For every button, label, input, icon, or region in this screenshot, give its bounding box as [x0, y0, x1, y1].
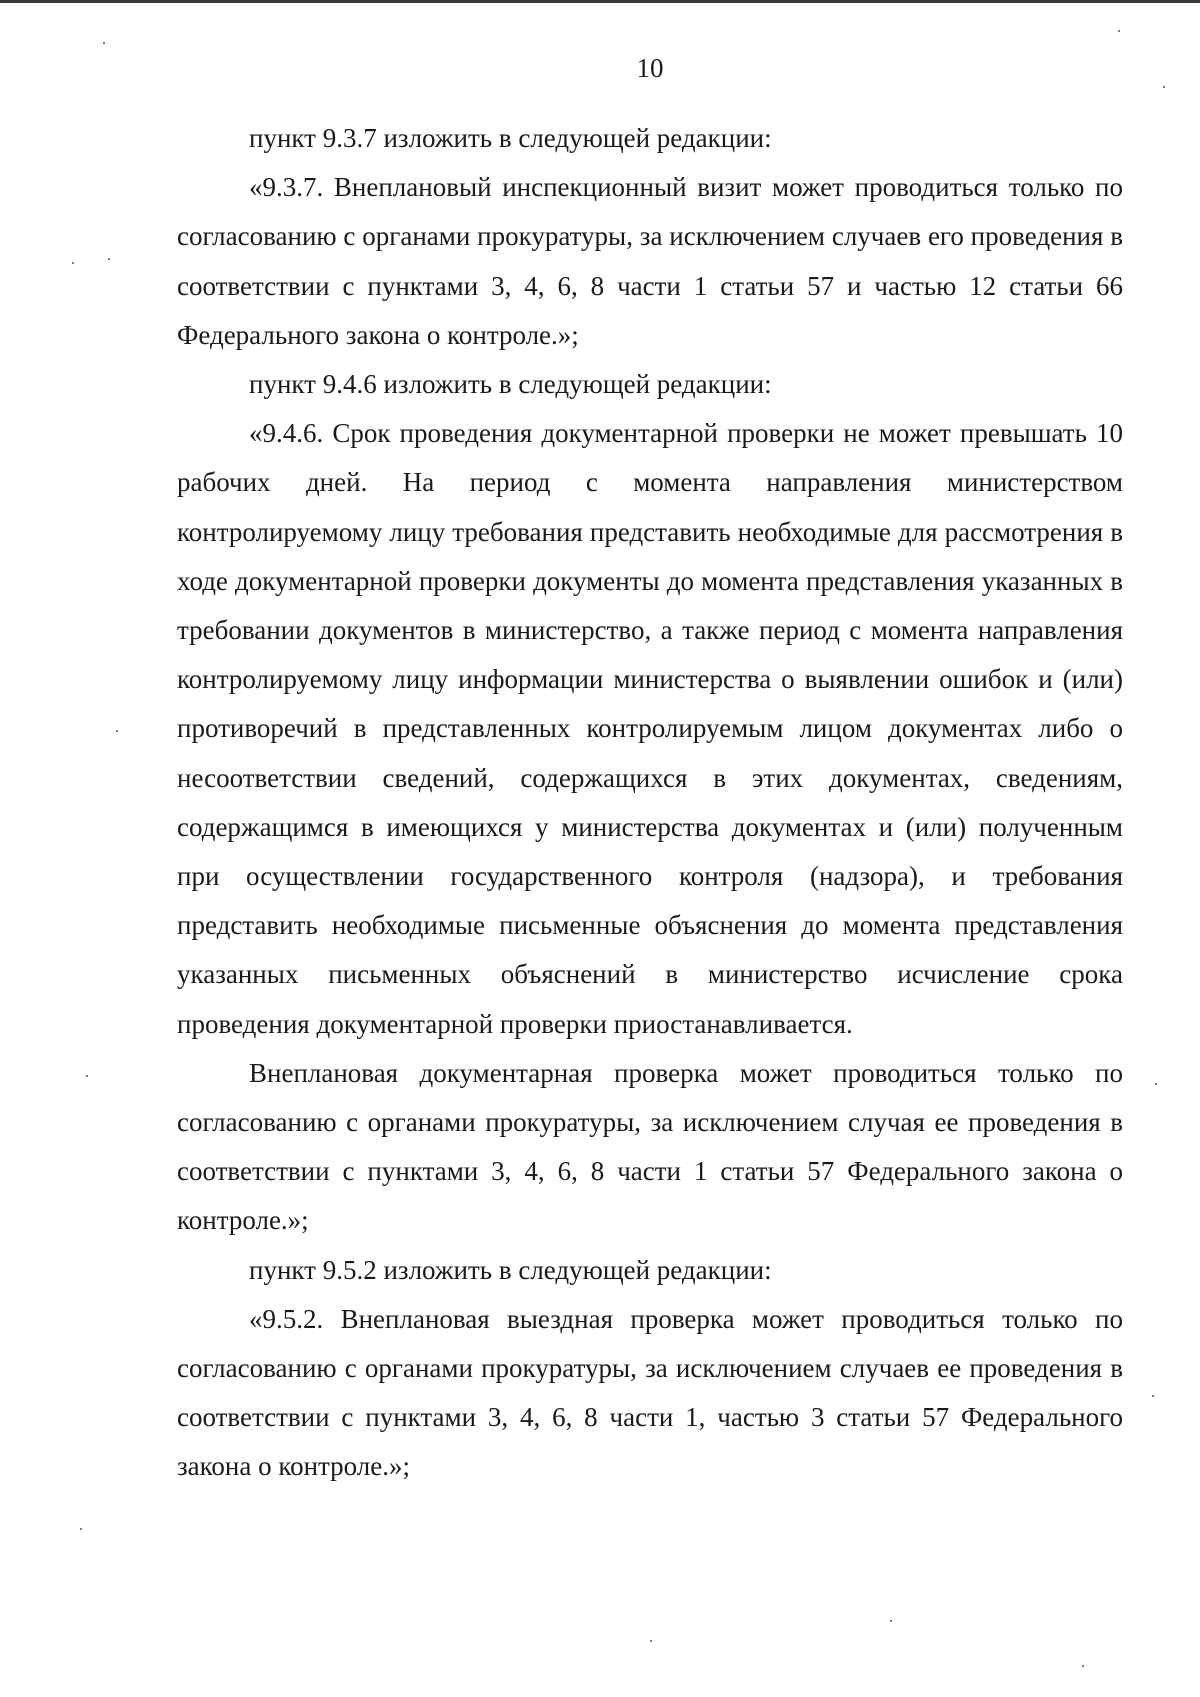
paragraph-item-9-3-7-intro: пункт 9.3.7 изложить в следующей редакции: [249, 123, 772, 153]
scan-speck [1163, 86, 1165, 88]
scan-speck [80, 1528, 82, 1530]
paragraph-item-9-5-2-intro: пункт 9.5.2 изложить в следующей редакции: [249, 1254, 772, 1285]
scan-top-edge [0, 0, 1200, 3]
scan-speck [1082, 1665, 1084, 1667]
scan-speck [86, 1075, 88, 1077]
scan-speck [116, 730, 118, 732]
scan-speck [1118, 30, 1120, 32]
scan-speck [650, 1640, 652, 1642]
scan-speck [72, 262, 74, 264]
paragraph-item-9-4-6-text: «9.4.6. Срок проведения документарной проверки не может превышать 10 рабочих дней. На период с момента направления министерством контролируемому лицу требования представить необходимые для рассмотрения в ходе документарной проверки документы до момента представления указанных в требовании документов в министерство, а также период с момента направления контролируемому лицу информации министерства о выявлении ошибок и (или) противоречий в представленных контролируемым лицом документах либо о несоответствии сведений, содержащихся в этих документах, сведениям, содержащимся в имеющихся у министерства документах и (или) полученным при осуществлении государственного контроля (надзора), и требования представить необходимые письменные объяснения до момента представления указанных письменных объяснений в министерство исчисление срока проведения документарной проверки приостанавливается. [177, 418, 1123, 1039]
scan-speck [108, 258, 110, 260]
document-body [177, 114, 1123, 1492]
scan-speck [1155, 1083, 1157, 1085]
paragraph-item-9-4-6-intro: пункт 9.4.6 изложить в следующей редакции: [249, 369, 772, 400]
scan-speck [890, 1620, 892, 1622]
paragraph-unscheduled-documentary-check: Внеплановая документарная проверка может проводиться только по согласованию с органами прокуратуры, за исключением случая ее проведения в соответствии с пунктами 3, 4, 6, 8 части 1 статьи 57 Федерального закона о контроле.»; [177, 1057, 1123, 1236]
page-number: 10 [636, 53, 664, 83]
paragraph-item-9-3-7-text: «9.3.7. Внеплановый инспекционный визит может проводиться только по согласованию с органами прокуратуры, за исключением случаев его проведения в соответствии с пунктами 3, 4, 6, 8 части 1 статьи 57 и частью 12 статьи 66 Федерального закона о контроле.»; [177, 172, 1123, 350]
scan-speck [103, 42, 105, 44]
scan-speck [1152, 1395, 1154, 1397]
paragraph-item-9-5-2-text: «9.5.2. Внеплановая выездная проверка может проводиться только по согласованию с органами прокуратуры, за исключением случаев ее проведения в соответствии с пунктами 3, 4, 6, 8 части 1, частью 3 статьи 57 Федерального закона о контроле.»; [177, 1303, 1123, 1482]
